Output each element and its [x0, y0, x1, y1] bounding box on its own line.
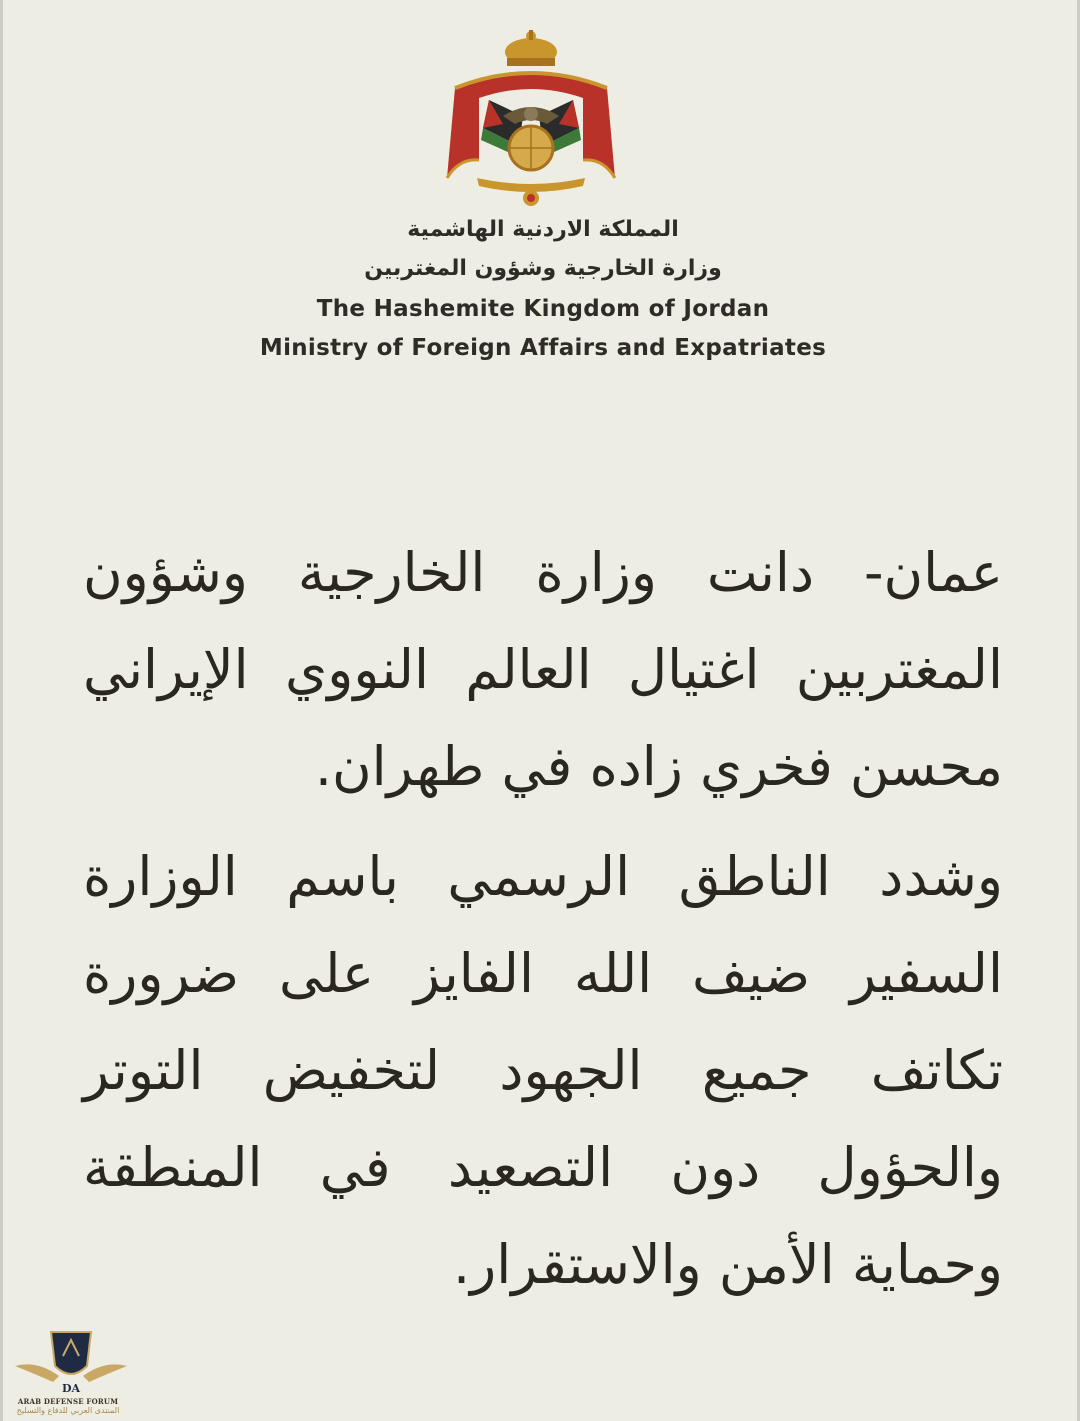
statement-paragraph-2: وشدد الناطق الرسمي باسم الوزارة السفير ضيف الله الفايز على ضرورة تكاتف جميع الجهود لتخفيض التوتر والحؤول دون التصعيد في المنطقة وحماية الأمن والاستقرار.	[83, 845, 1003, 1296]
letterhead-english-kingdom: The Hashemite Kingdom of Jordan	[316, 296, 770, 322]
letterhead-arabic-kingdom: المملكة الاردنية الهاشمية	[407, 217, 679, 242]
letterhead-english-ministry: Ministry of Foreign Affairs and Expatriates	[259, 335, 827, 361]
statement-paragraph-1: عمان- دانت وزارة الخارجية وشؤون المغتربين اغتيال العالم النووي الإيراني محسن فخري زاده في طهران.	[83, 541, 1003, 798]
letterhead-arabic-ministry: وزارة الخارجية وشؤون المغتربين	[364, 256, 722, 281]
jordan-coat-of-arms-icon	[433, 28, 629, 212]
watermark-name-english: ARAB DEFENSE FORUM	[17, 1397, 119, 1406]
watermark-badge-text: DA	[61, 1382, 81, 1395]
watermark-name-arabic: المنتدى العربي للدفاع والتسليح	[16, 1406, 120, 1415]
